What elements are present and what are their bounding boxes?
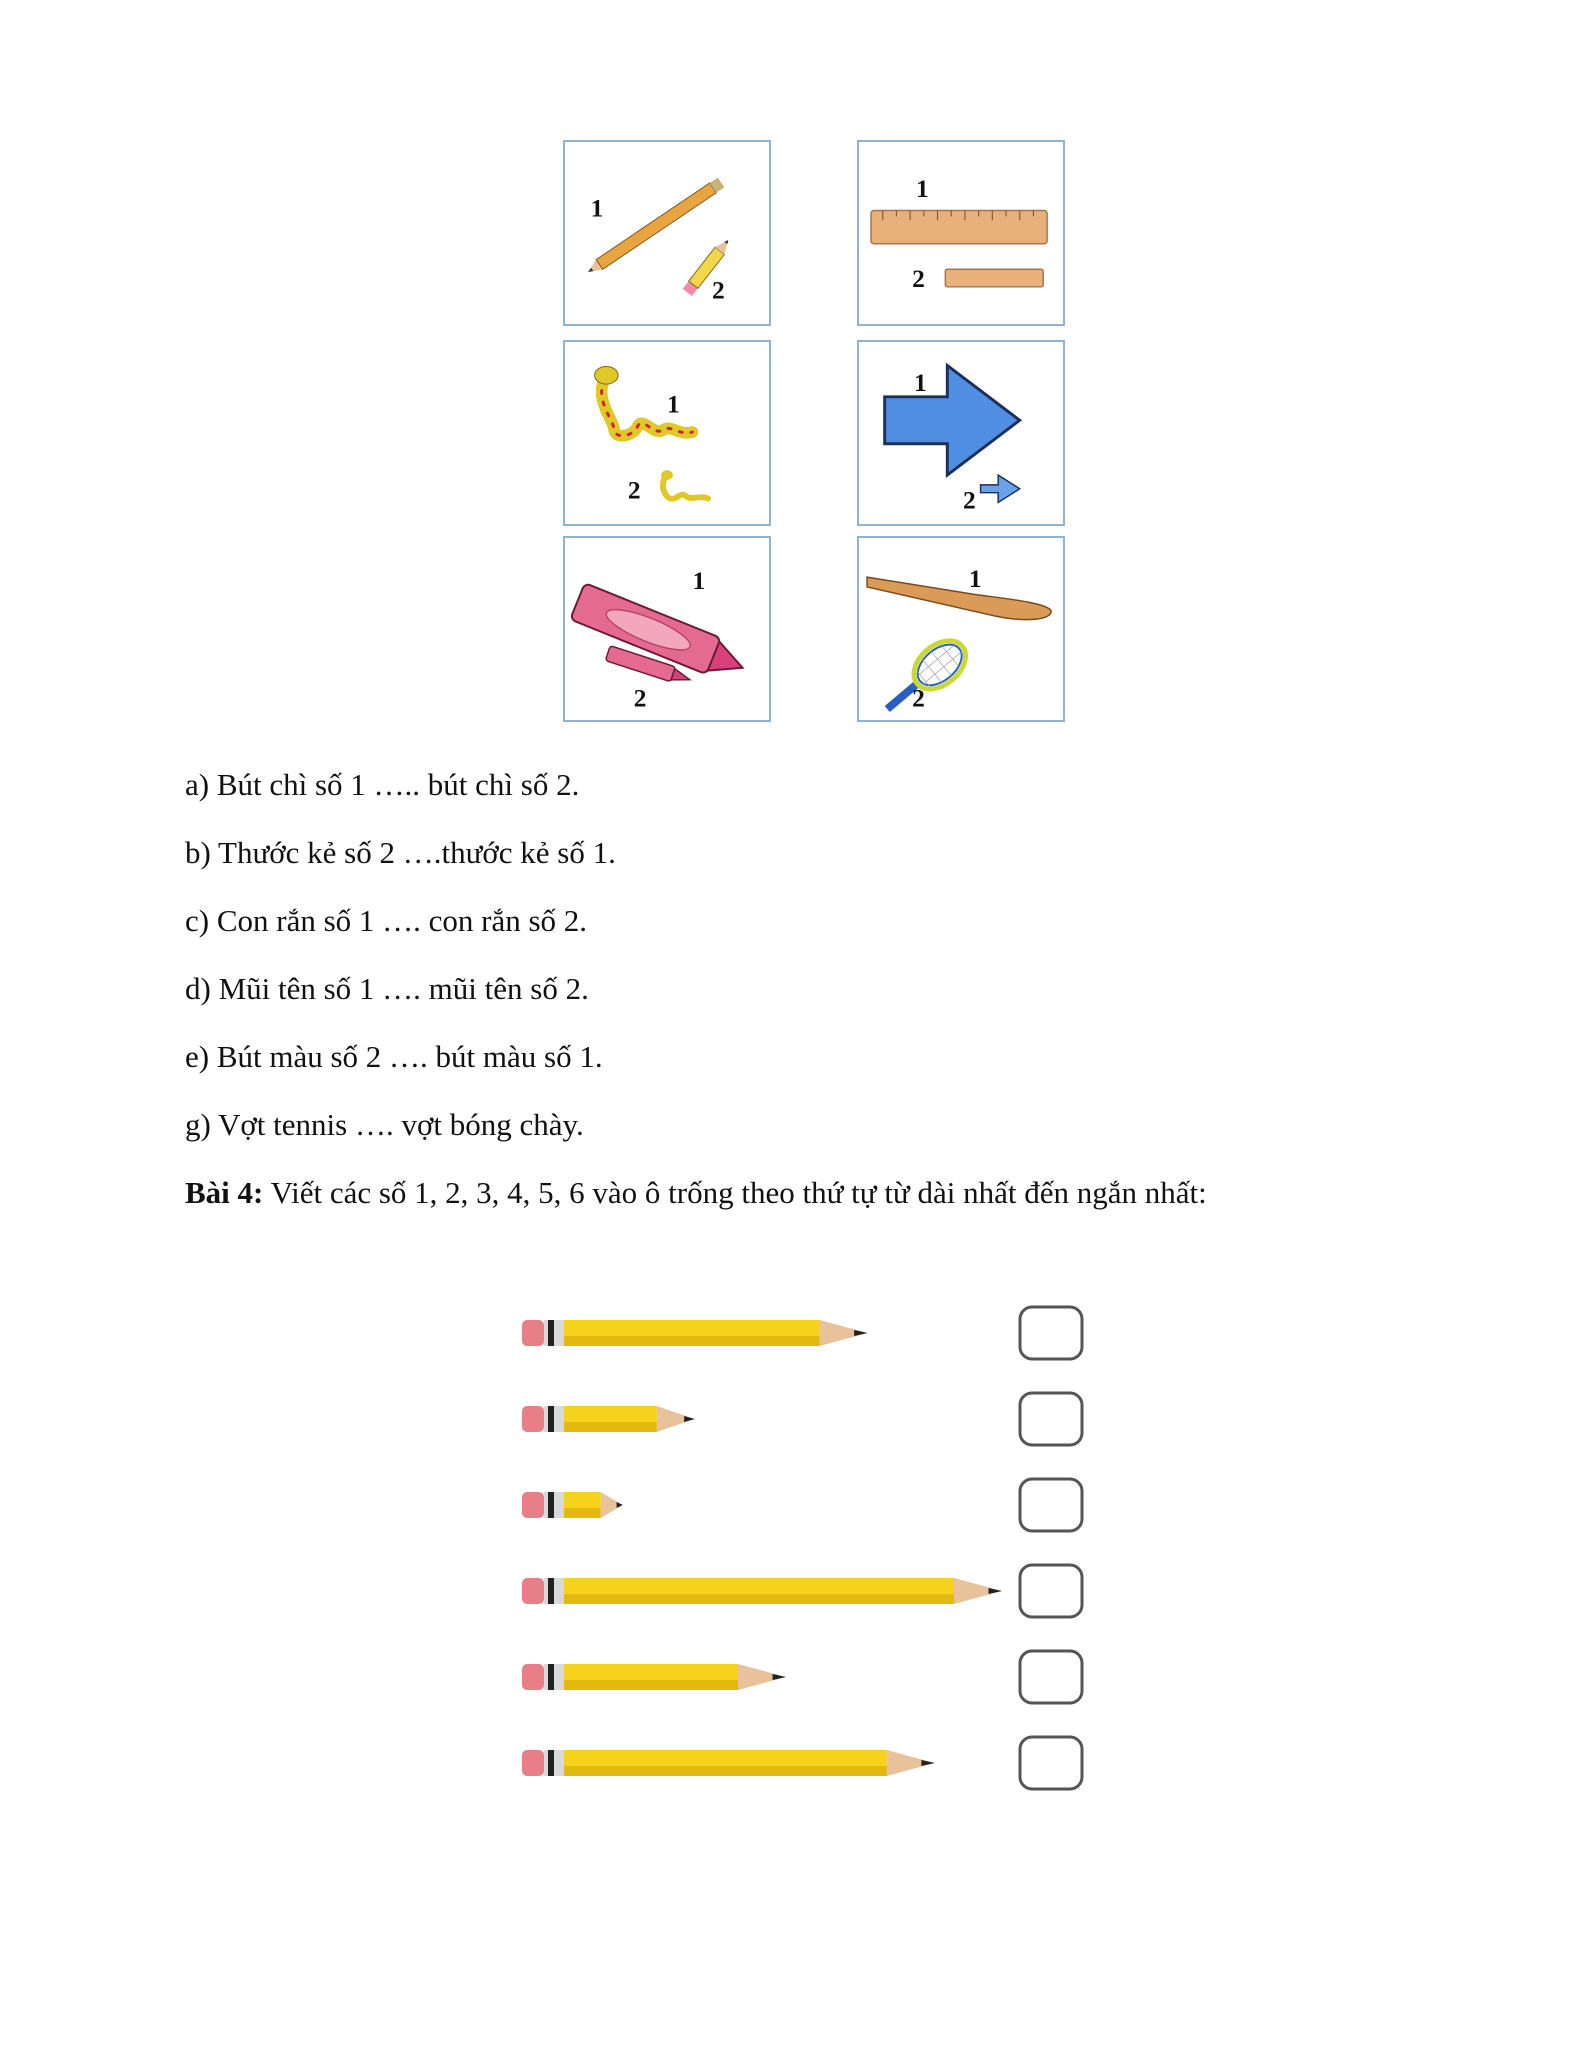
question-b: b) Thước kẻ số 2 ….thước kẻ số 1. [185,835,616,870]
exercise-4-instruction [185,1173,1435,1213]
pencil-band [548,1578,554,1604]
pencil-body-shade [564,1680,738,1690]
pencil-lead [989,1588,1002,1594]
pencil-band [548,1664,554,1690]
pencil-ordering-exercise [520,1305,1110,1845]
answer-box-5[interactable] [1020,1651,1082,1703]
pencil-body-shade [564,1422,657,1432]
arrow-2-label: 2 [962,485,976,515]
answer-box-1[interactable] [1020,1307,1082,1359]
pencil-pair-icon [565,142,769,324]
pencil-lead [617,1502,623,1508]
pencil-lead [773,1674,786,1680]
pencil-lead [921,1760,934,1766]
question-a: a) Bút chì số 1 ….. bút chì số 2. [185,767,580,802]
comparison-image-grid [563,140,1083,730]
pencil-band [548,1750,554,1776]
pencil-eraser [522,1492,544,1518]
pencil-ordering-canvas [520,1305,1110,1845]
bat-racket-pair-icon [859,538,1063,720]
question-g: g) Vợt tennis …. vợt bóng chày. [185,1107,584,1142]
pencil-lead [684,1416,695,1422]
pencil-2-label: 2 [712,275,725,305]
pencil-body-shade [564,1508,601,1518]
question-c: c) Con rắn số 1 …. con rắn số 2. [185,903,588,938]
pencil-body-shade [564,1594,954,1604]
pencil-band [548,1406,554,1432]
pencil-row-5 [522,1664,786,1690]
pencil-eraser [522,1406,544,1432]
pencil-eraser [522,1578,544,1604]
bat-1-label: 1 [968,563,982,593]
ruler-1-label: 1 [915,173,929,203]
answer-box-6[interactable] [1020,1737,1082,1789]
arrow-pair-icon [859,342,1063,524]
pencil-1-label: 1 [590,193,604,223]
crayon-pair-icon [565,538,769,720]
question-list [185,765,1435,1213]
snake-2-label: 2 [627,475,641,505]
ruler-pair-icon [859,142,1063,324]
answer-box-3[interactable] [1020,1479,1082,1531]
pencil-eraser [522,1750,544,1776]
snake-pair-icon [565,342,769,524]
answer-box-2[interactable] [1020,1393,1082,1445]
pencil-pair-cell [563,140,771,326]
ruler-pair-cell [857,140,1065,326]
pencil-row-6 [522,1750,935,1776]
ruler-2-label: 2 [912,263,925,293]
pencil-body-shade [564,1336,820,1346]
snake-pair-cell [563,340,771,526]
racket-2-label: 2 [912,683,925,713]
crayon-pair-cell [563,536,771,722]
pencil-band [548,1492,554,1518]
question-d: d) Mũi tên số 1 …. mũi tên số 2. [185,971,589,1006]
pencil-lead [854,1330,867,1336]
bat-racket-pair-cell [857,536,1065,722]
pencil-row-1 [522,1320,868,1346]
pencil-eraser [522,1320,544,1346]
exercise-4-label: Bài 4: [185,1175,264,1210]
pencil-band [548,1320,554,1346]
snake-1-label: 1 [667,389,680,419]
arrow-pair-cell [857,340,1065,526]
pencil-row-2 [522,1406,695,1432]
crayon-2-label: 2 [633,683,647,713]
pencil-row-4 [522,1578,1002,1604]
exercise-4-text: Viết các số 1, 2, 3, 4, 5, 6 vào ô trống theo thứ tự từ dài nhất đến ngắn nhất: [263,1175,1207,1210]
answer-box-4[interactable] [1020,1565,1082,1617]
arrow-1-label: 1 [914,367,927,397]
crayon-1-label: 1 [692,565,706,595]
pencil-body-shade [564,1766,887,1776]
pencil-row-3 [522,1492,623,1518]
pencil-eraser [522,1664,544,1690]
question-e: e) Bút màu số 2 …. bút màu số 1. [185,1039,603,1074]
